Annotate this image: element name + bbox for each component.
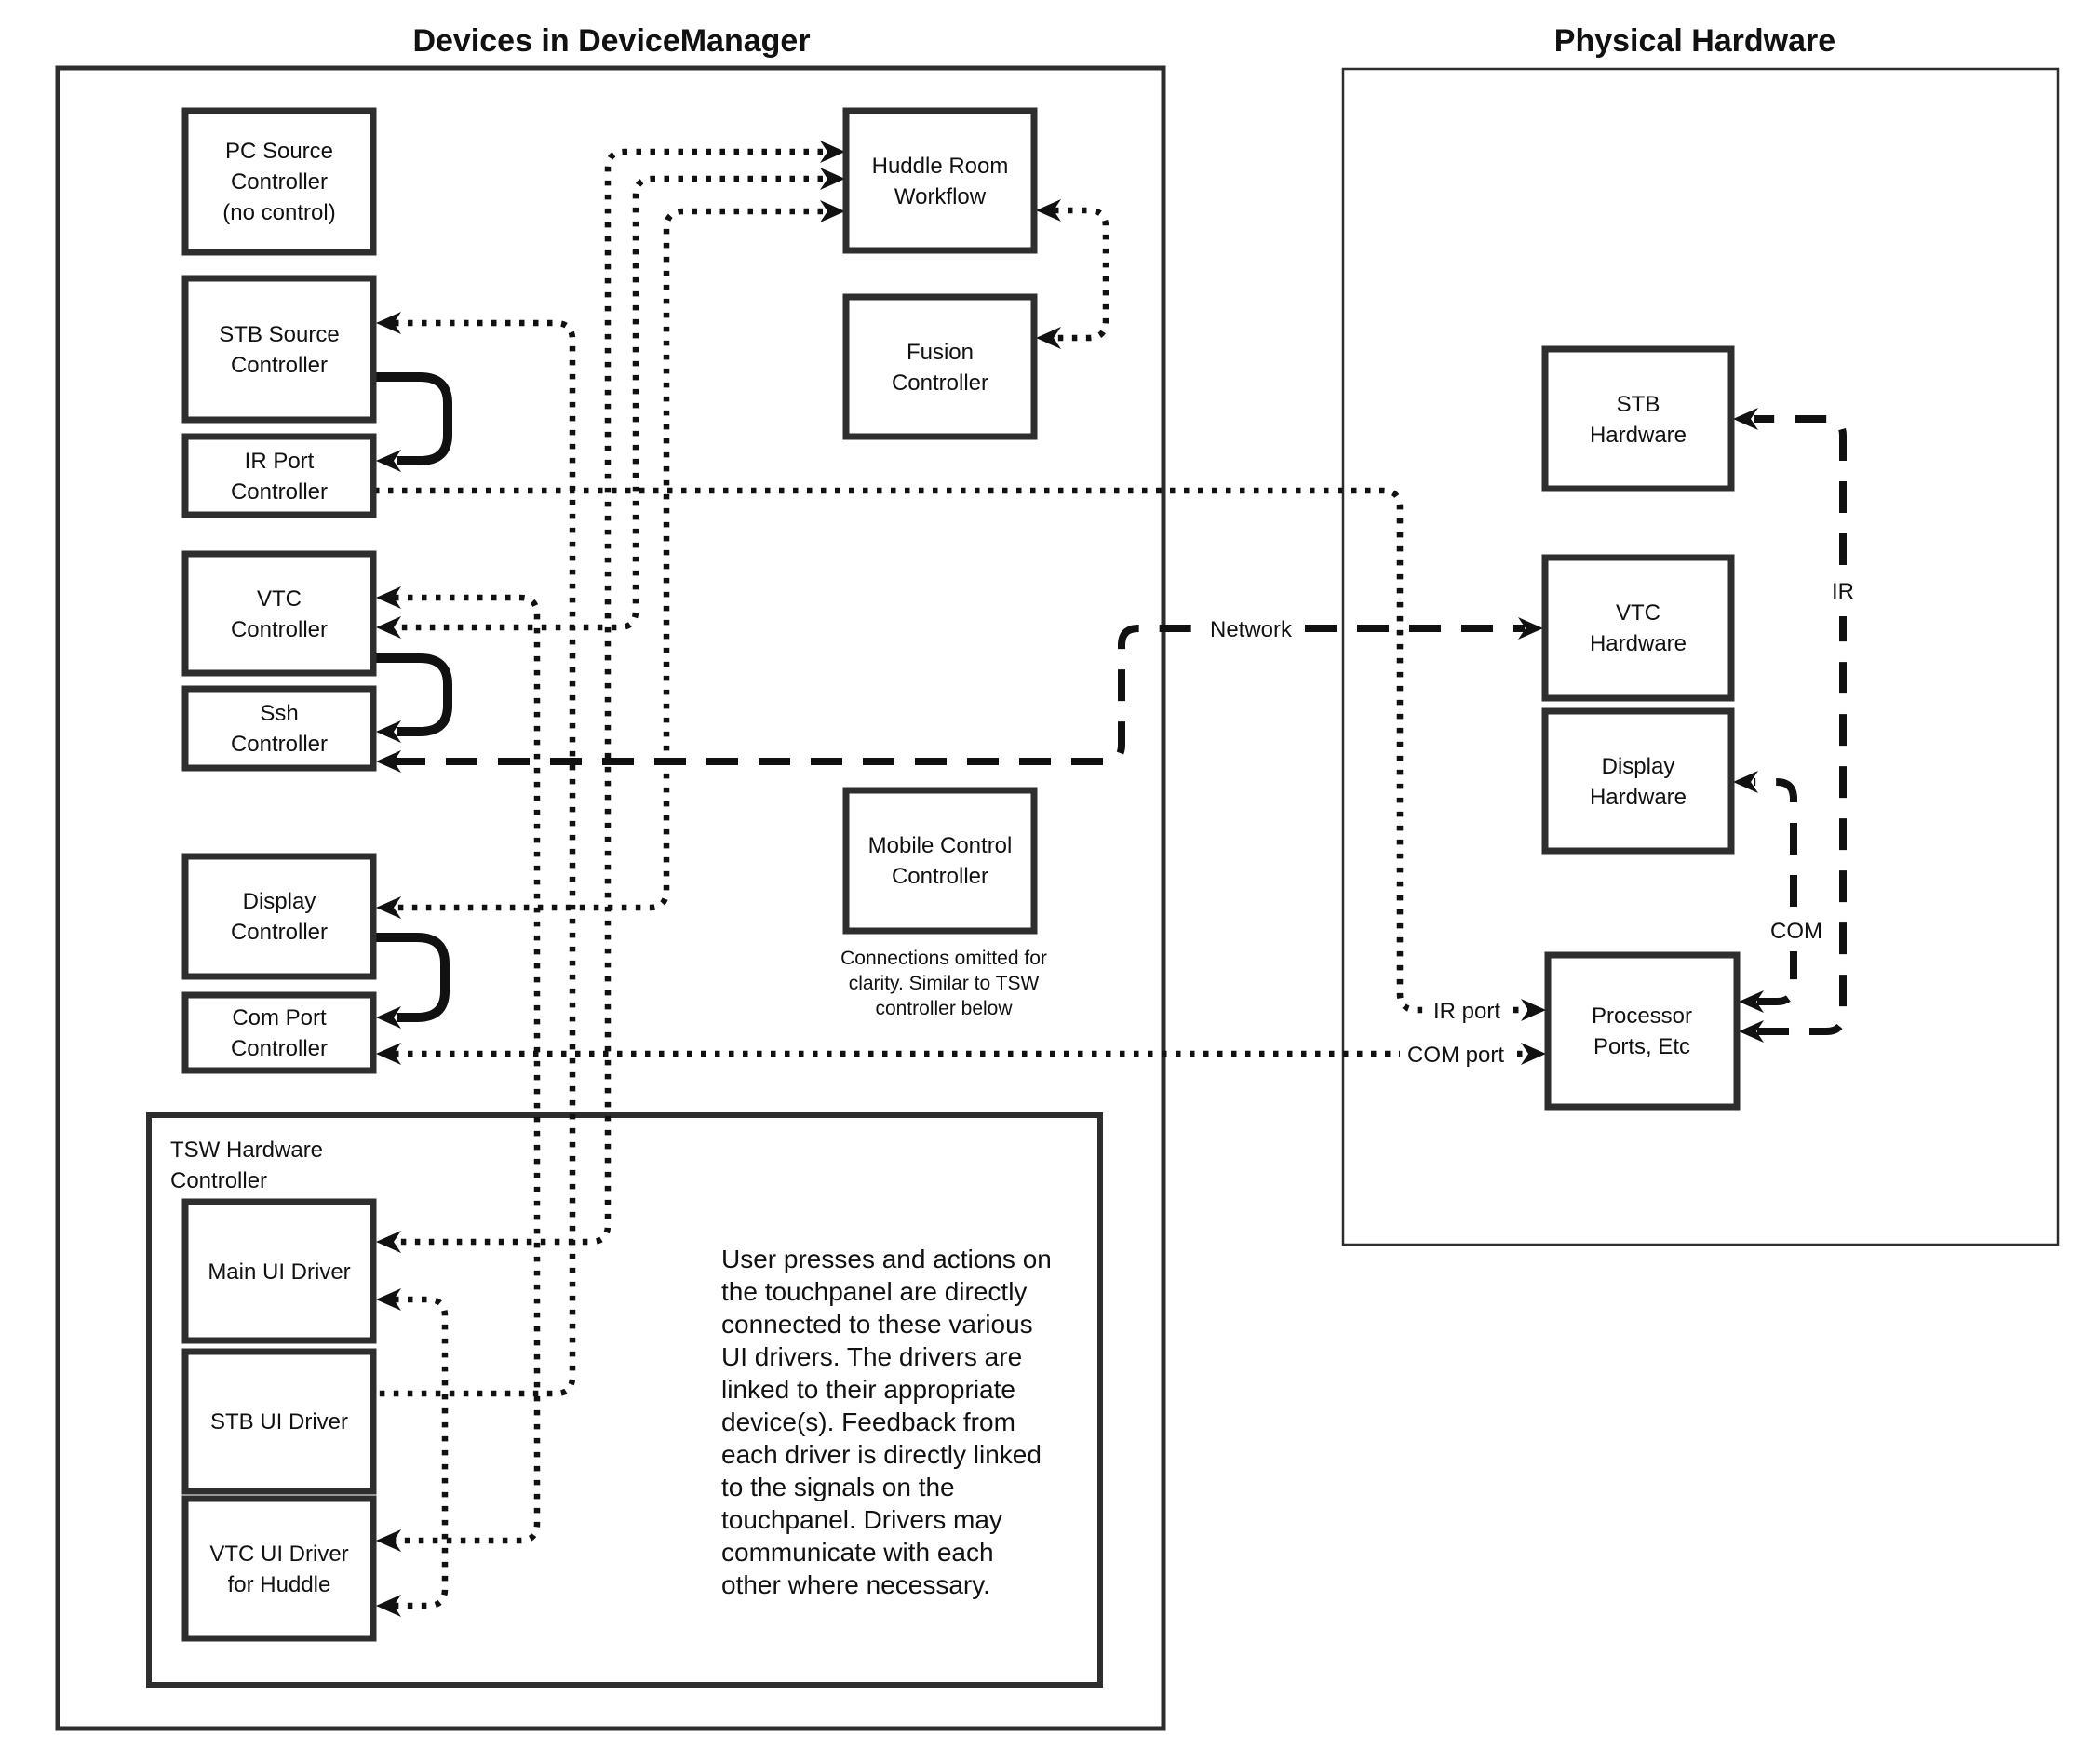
tsw-label-line1: TSW Hardware	[170, 1138, 324, 1163]
vtc-hw-line1: VTC	[1616, 600, 1660, 626]
box-mobile-control-controller	[846, 790, 1034, 931]
display-hw-line2: Hardware	[1589, 785, 1687, 810]
arrowhead-into-huddle-3	[820, 200, 845, 222]
ssh-line2: Controller	[230, 732, 329, 757]
conn-huddle-fusion	[1036, 199, 1106, 349]
arrowhead-into-huddle-2	[820, 168, 845, 190]
huddle-line2: Workflow	[894, 184, 987, 209]
tsw-para-line6: device(s). Feedback from	[721, 1407, 1015, 1436]
box-vtc-ui-driver	[185, 1499, 373, 1638]
fusion-line2: Controller	[891, 370, 989, 396]
tsw-para-line4: UI drivers. The drivers are	[721, 1342, 1023, 1371]
tsw-para-line1: User presses and actions on	[721, 1245, 1052, 1273]
box-fusion-controller	[846, 297, 1034, 437]
stb-source-line1: STB Source	[219, 322, 340, 347]
box-vtc-controller	[185, 554, 373, 673]
vtc-line1: VTC	[257, 586, 302, 612]
conn-stbsource-irport	[374, 377, 448, 472]
mobile-caption	[840, 948, 1047, 1019]
arrowhead-into-processor-com	[1521, 1043, 1546, 1065]
conn-irport-processor	[374, 491, 1546, 1024]
box-display-hardware	[1545, 711, 1731, 851]
conn-comport-processor	[376, 1043, 1546, 1068]
left-panel-title: Devices in DeviceManager	[412, 23, 811, 59]
pc-source-line3: (no control)	[222, 200, 336, 225]
stb-source-line2: Controller	[230, 353, 329, 378]
conn-stbui-stbsource	[374, 312, 572, 1394]
mobile-caption-line2: clarity. Similar to TSW	[848, 973, 1040, 994]
ir-port-label: IR port	[1433, 999, 1501, 1024]
box-com-port-controller	[185, 995, 373, 1071]
com-port-line1: Com Port	[232, 1005, 327, 1030]
com-port-line2: Controller	[230, 1036, 329, 1061]
pc-source-line2: Controller	[230, 169, 329, 195]
box-ir-port-controller	[185, 437, 373, 515]
ir-port-line1: IR Port	[244, 449, 315, 474]
box-vtc-hardware	[1545, 558, 1731, 698]
conn-ssh-network-vtchw	[376, 617, 1543, 773]
box-main-ui-driver	[185, 1202, 373, 1340]
network-label: Network	[1210, 617, 1293, 642]
ssh-line1: Ssh	[260, 701, 299, 726]
box-stb-source-controller	[185, 278, 373, 420]
box-processor-ports	[1548, 955, 1737, 1107]
display-line2: Controller	[230, 920, 329, 945]
right-panel-title: Physical Hardware	[1553, 23, 1836, 59]
conn-processor-stbhw-ir	[1733, 408, 1854, 1043]
mobile-line1: Mobile Control	[867, 833, 1013, 858]
mobile-caption-line1: Connections omitted for	[840, 948, 1047, 969]
huddle-line1: Huddle Room	[871, 154, 1009, 179]
arrowhead-into-display	[376, 896, 401, 919]
tsw-para-line9: touchpanel. Drivers may	[721, 1505, 1002, 1534]
vtc-ui-line1: VTC UI Driver	[209, 1542, 349, 1567]
tsw-para-line3: connected to these various	[721, 1310, 1033, 1339]
ir-label: IR	[1832, 579, 1854, 604]
arrowhead-into-processor-ir	[1521, 999, 1546, 1021]
tsw-container-label	[170, 1138, 323, 1193]
tsw-para-line10: communicate with each	[721, 1538, 994, 1567]
tsw-para-line8: to the signals on the	[721, 1473, 955, 1501]
arrowhead-into-huddle-1	[820, 141, 845, 163]
stb-ui-line1: STB UI Driver	[209, 1409, 349, 1434]
stb-hw-line2: Hardware	[1589, 423, 1687, 448]
box-stb-hardware	[1545, 349, 1731, 489]
tsw-para-line11: other where necessary.	[721, 1570, 990, 1599]
main-ui-line1: Main UI Driver	[208, 1259, 351, 1285]
arrowhead-into-main-ui-1	[376, 1231, 401, 1253]
arrowhead-into-vtc-ui-1	[376, 1529, 401, 1552]
conn-mainui-vtcui	[376, 1288, 445, 1617]
box-pc-source-controller	[185, 111, 373, 252]
fusion-line1: Fusion	[906, 340, 975, 365]
tsw-para-line5: linked to their appropriate	[721, 1375, 1015, 1404]
conn-display-comport	[374, 937, 445, 1029]
conn-vtc-ssh	[374, 658, 448, 743]
processor-line2: Ports, Etc	[1593, 1034, 1691, 1059]
display-line1: Display	[242, 889, 316, 914]
stb-hw-line1: STB	[1616, 392, 1660, 417]
conn-processor-displayhw-com	[1733, 771, 1822, 1013]
display-hw-line1: Display	[1601, 754, 1675, 779]
arrowhead-into-vtc-2	[376, 616, 401, 639]
tsw-paragraph	[721, 1245, 1052, 1599]
pc-source-line1: PC Source	[224, 139, 334, 164]
tsw-para-line2: the touchpanel are directly	[721, 1277, 1028, 1306]
vtc-line2: Controller	[230, 617, 329, 642]
mobile-caption-line3: controller below	[875, 998, 1013, 1019]
arrowhead-into-fusion	[1036, 327, 1061, 349]
ir-port-line2: Controller	[230, 479, 329, 505]
box-display-controller	[185, 856, 373, 976]
mobile-line2: Controller	[891, 864, 989, 889]
tsw-label-line2: Controller	[170, 1168, 268, 1193]
com-port-label: COM port	[1407, 1043, 1505, 1068]
box-huddle-room-workflow	[846, 111, 1034, 250]
box-stb-ui-driver	[185, 1352, 373, 1491]
tsw-para-line7: each driver is directly linked	[721, 1440, 1042, 1469]
vtc-hw-line2: Hardware	[1589, 631, 1687, 656]
vtc-ui-line2: for Huddle	[227, 1572, 331, 1597]
box-ssh-controller	[185, 689, 373, 768]
com-label: COM	[1770, 919, 1822, 944]
processor-line1: Processor	[1591, 1003, 1693, 1029]
